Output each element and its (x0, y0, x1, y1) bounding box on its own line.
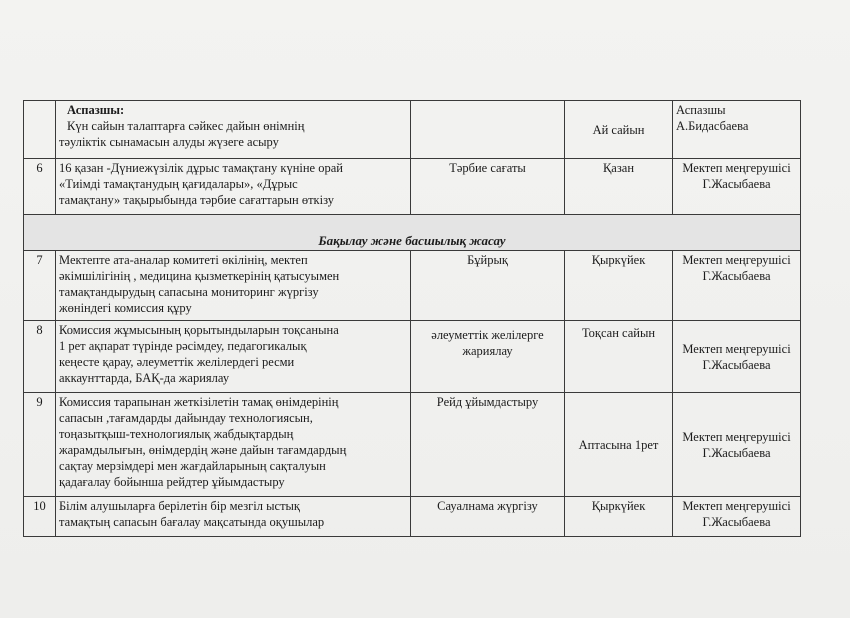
table-row (24, 497, 801, 537)
table-row (24, 321, 801, 393)
activity-line: тамақтану» тақырыбында тәрбие сағаттарын өткізу (59, 193, 335, 207)
row-number: 10 (24, 497, 56, 537)
activity-line: тәуліктік сынамасын алуды жүзеге асыру (59, 135, 279, 149)
table-row (24, 251, 801, 321)
form-line: әлеуметтік желілерге (431, 328, 544, 342)
responsible-line: Г.Жасыбаева (702, 269, 771, 283)
responsible-line: Аспазшы (676, 103, 726, 117)
row-number (24, 101, 56, 159)
responsible-cell (673, 251, 801, 321)
activity-line: сапасын ,тағамдарды дайындау технологиясын, (59, 411, 313, 425)
activity-line: Күн сайын талаптарға сәйкес дайын өнімнің (67, 119, 305, 133)
responsible-line: Г.Жасыбаева (702, 445, 771, 460)
activity-title: Аспазшы: (67, 103, 125, 117)
activity-line: 16 қазан -Дүниежүзілік дұрыс тамақтану күніне орай (59, 161, 343, 175)
responsible-cell (673, 393, 801, 497)
form-cell (411, 101, 565, 159)
form-cell: Тәрбие сағаты (411, 159, 565, 215)
table-row (24, 159, 801, 215)
activity-line: «Тиімді тамақтанудың қағидалары», «Дұрыс (59, 177, 298, 191)
form-cell: Сауалнама жүргізу (411, 497, 565, 537)
activity-cell (56, 393, 411, 497)
activity-line: 1 рет ақпарат түрінде рәсімдеу, педагогикалық (59, 339, 307, 353)
activity-line: тамақтандырудың сапасына мониторинг жүргізу (59, 285, 319, 299)
responsible-line: Мектеп меңгерушісі (682, 499, 791, 513)
activity-line: жарамдылығын, өнімдердің және дайын тағамдардың (59, 443, 347, 457)
responsible-cell (673, 497, 801, 537)
responsible-cell (673, 321, 801, 393)
responsible-cell (673, 101, 801, 159)
activity-line: Мектепте ата-аналар комитеті өкілінің, мектеп (59, 253, 308, 267)
form-line: жариялау (462, 344, 513, 358)
activity-line: тамақтың сапасын бағалау мақсатында оқушылар (59, 515, 325, 529)
activity-cell (56, 251, 411, 321)
responsible-line: Мектеп меңгерушісі (682, 161, 791, 175)
responsible-line: Г.Жасыбаева (702, 515, 771, 529)
time-cell: Қыркүйек (565, 497, 673, 537)
responsible-line: Мектеп меңгерушісі (682, 341, 791, 356)
activity-cell (56, 321, 411, 393)
form-cell: Бұйрық (411, 251, 565, 321)
time-cell: Ай сайын (565, 101, 673, 159)
table-row (24, 393, 801, 497)
table-row (24, 101, 801, 159)
form-cell: Рейд ұйымдастыру (411, 393, 565, 497)
plan-table (23, 100, 801, 537)
activity-line: кеңесте қарау, әлеуметтік желілердегі ресми (59, 355, 295, 369)
responsible-line: Мектеп меңгерушісі (682, 253, 791, 267)
row-number: 7 (24, 251, 56, 321)
time-cell: Аптасына 1рет (565, 393, 673, 497)
activity-line: жөніндегі комиссия құру (59, 301, 192, 315)
activity-line: сақтау мерзімдері мен жағдайларының сақталуын (59, 459, 326, 473)
activity-line: Комиссия тарапынан жеткізілетін тамақ өнімдерінің (59, 395, 339, 409)
responsible-line: Мектеп меңгерушісі (682, 429, 791, 444)
section-title: Бақылау және басшылық жасау (24, 215, 801, 251)
section-header-row (24, 215, 801, 251)
activity-line: Білім алушыларға берілетін бір мезгіл ыстық (59, 499, 301, 513)
activity-cell (56, 497, 411, 537)
activity-cell (56, 159, 411, 215)
activity-line: қадағалау бойынша рейдтер ұйымдастыру (59, 475, 285, 489)
row-number: 6 (24, 159, 56, 215)
activity-line: аккаунттарда, БАҚ-да жариялау (59, 371, 230, 385)
responsible-line: Г.Жасыбаева (702, 357, 771, 372)
row-number: 9 (24, 393, 56, 497)
activity-line: әкімшілігінің , медицина қызметкерінің қатысуымен (59, 269, 340, 283)
activity-line: тоңазытқыш-технологиялық жабдықтардың (59, 427, 294, 441)
activity-cell (56, 101, 411, 159)
responsible-cell (673, 159, 801, 215)
activity-line: Комиссия жұмысының қорытындыларын тоқсанына (59, 323, 339, 337)
time-cell: Қыркүйек (565, 251, 673, 321)
responsible-line: Г.Жасыбаева (702, 177, 771, 191)
time-cell: Тоқсан сайын (565, 321, 673, 393)
responsible-line: А.Бидасбаева (676, 119, 749, 133)
row-number: 8 (24, 321, 56, 393)
time-cell: Қазан (565, 159, 673, 215)
form-cell (411, 321, 565, 393)
